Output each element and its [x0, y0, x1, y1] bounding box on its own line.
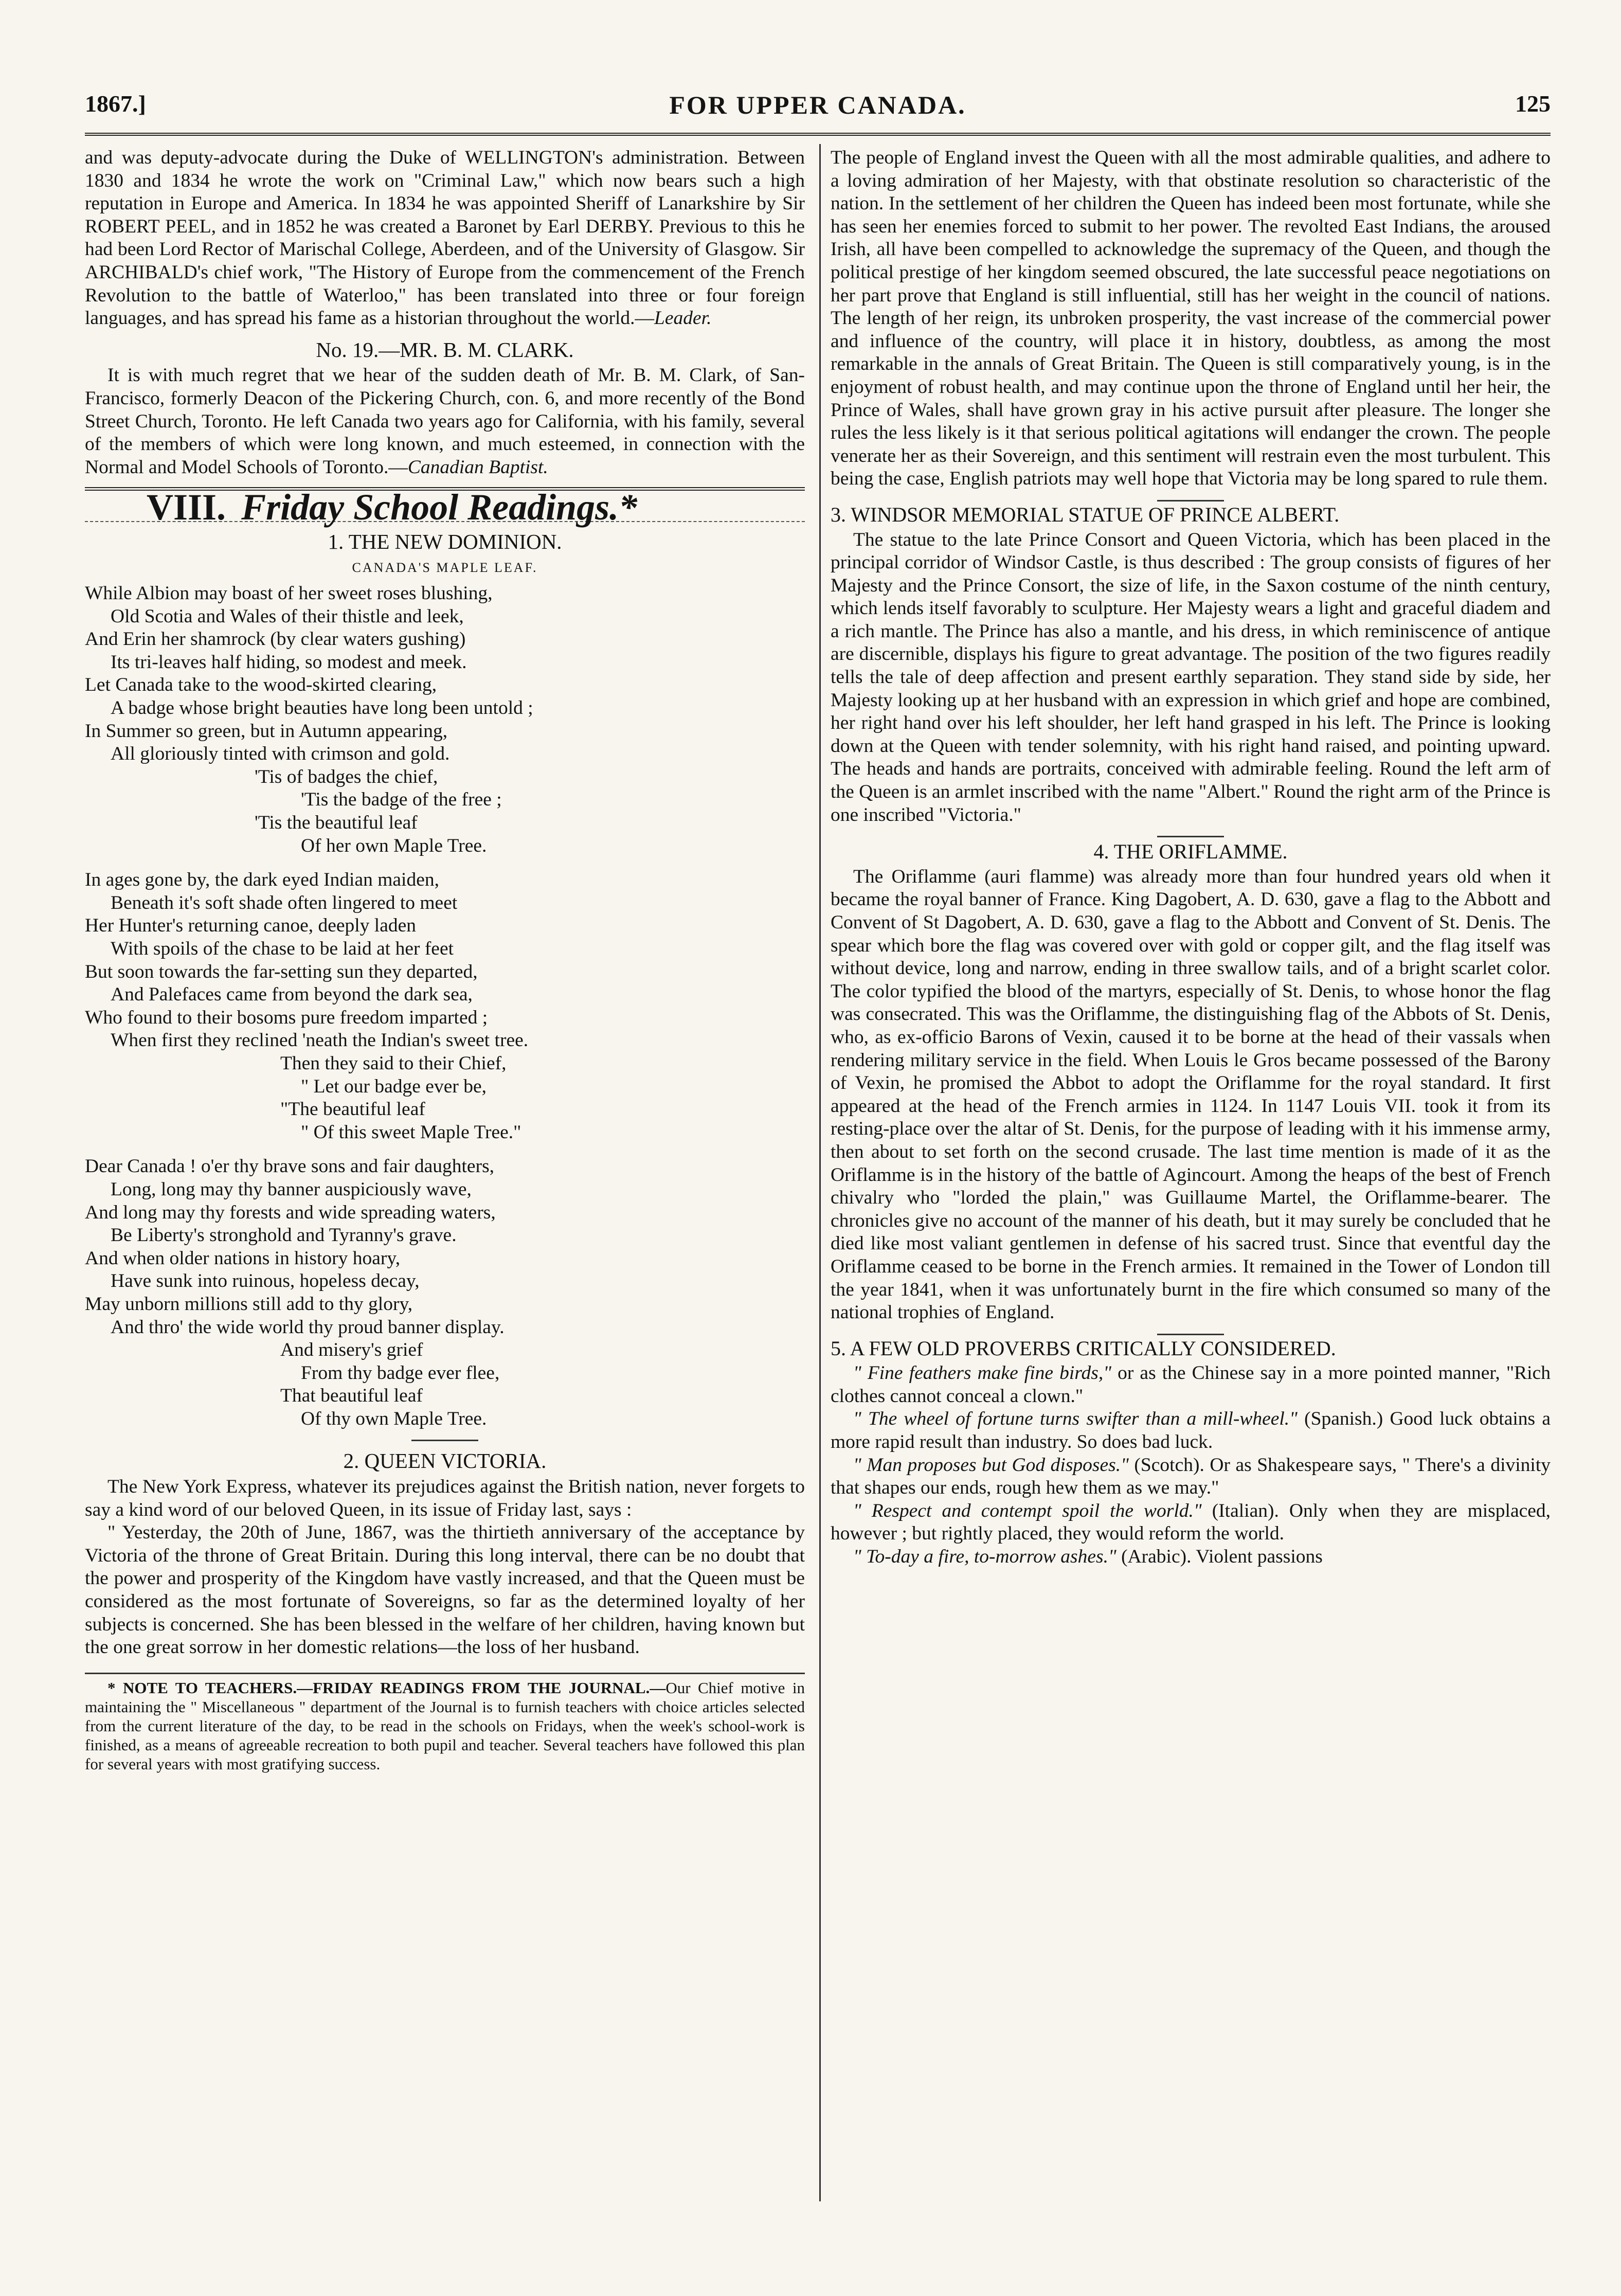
poem-line: Of thy own Maple Tree.	[301, 1408, 487, 1429]
windsor-paragraph: The statue to the late Prince Consort and Queen Victoria, which has been placed in the principal corridor of Windsor Castle, is thus described : The group consists of figures of her Majesty and the Prince Consort, the size of life, in the Saxon costume of the ninth century, which lends itself favorably to sculpture. Her Majesty wears a light and graceful diadem and a rich mantle. The Prince has also a mantle, and his dress, in which reminiscence of antique are discernible, displays his figure to great advantage. The position of the two figures readily tells the tale of deep affection and present earthly separation. They stand side by side, her Majesty looking up at her husband with an expression in which grief and hope are combined, her right hand over his left shoulder, her left hand grasped in his left. The Prince is looking down at the Queen with tender solemnity, with his right hand raised, and pointing upward. The heads and hands are portraits, conceived with admirable feeling. Round the left arm of the Queen is an armlet inscribed with the name "Albert." Round the right arm of the Prince is one inscribed "Victoria."	[831, 529, 1551, 826]
oriflamme-paragraph: The Oriflamme (auri flamme) was already more than four hundred years old when it became the royal banner of France. King Dagobert, A. D. 630, gave a flag to the Abbott and Convent of St Dagobert, A. D. 630, gave a flag to the Abbott and Convent of St. Denis. The spear which bore the flag was covered over with gold or copper gilt, and the flag itself was without device, long and narrow, ending in three swallow tails, and of a bright scarlet color. The color typified the blood of the martyrs, especially of St. Denis, to whose honor the flag was consecrated. This was the Oriflamme, the distinguishing flag of the Abbots of St. Denis, who, as ex-officio Barons of Vexin, caused it to be borne at the head of their vassals when rendering military service in the field. When Louis le Gros became possessed of the Barony of Vexin, he promised the Abbot to adopt the Oriflamme for the royal standard. It first appeared at the head of the French armies in 1124. In 1147 Louis VII. took it from its resting-place over the altar of St. Denis, for the purpose of leading with it his immense army, then about to set forth on the second crusade. The last time mention is made of it as the Oriflamme is in the history of the battle of Agincourt. Among the heaps of the best of French chivalry who "lorded the plain," was Guillaume Martel, the Oriflamme-bearer. The chronicles give no account of the manner of his death, but it may surely be concluded that he died like most valiant gentlemen in defense of his sacred trust. Since that eventful day the Oriflamme ceased to be borne in the French armies. It remained in the Tower of London till the year 1841, when it was unfortunately burnt in the fire which consumed so many of the national trophies of England.	[831, 866, 1551, 1323]
poem-line: 'Tis the badge of the free ;	[301, 789, 502, 811]
poem-line: Of her own Maple Tree.	[301, 835, 487, 856]
footnote-rule	[85, 1673, 805, 1674]
poem-line: And when older nations in history hoary,	[85, 1247, 401, 1269]
alison-paragraph: and was deputy-advocate during the Duke of WELLINGTON's administration. Between 1830 and 1834 he wrote the work on "Criminal Law," which now bears such a high reputation in Europe and America. In 1834 he was appointed Sheriff of Lanarkshire by Sir ROBERT PEEL, and in 1852 he was created a Baronet by Earl DERBY. Previous to this he had been Lord Rector of Marischal College, Aberdeen, and of the University of Glasgow. Sir ARCHIBALD's chief work, "The History of Europe from the commencement of the French Revolution to the battle of Waterloo," has been translated into three or four foreign languages, and has spread his fame as a historian throughout the world.—Leader.	[85, 147, 805, 329]
proverb-item	[831, 1546, 1551, 1569]
proverb-quote: " Respect and contempt spoil the world."	[853, 1500, 1202, 1521]
dominion-heading: 1. THE NEW DOMINION.	[328, 529, 562, 553]
poem-line: In Summer so green, but in Autumn appearing,	[85, 720, 448, 742]
poem-line: Let Canada take to the wood-skirted clearing,	[85, 674, 437, 696]
poem-gap	[85, 857, 805, 869]
oriflamme-heading: 4. THE ORIFLAMME.	[1093, 840, 1288, 864]
poem-line: 'Tis the beautiful leaf	[255, 812, 418, 834]
poem-line: Its tri-leaves half hiding, so modest and meek.	[111, 651, 467, 673]
column-divider	[819, 144, 821, 2201]
maple-leaf-poem	[85, 582, 805, 1430]
proverb-quote: " Fine feathers make fine birds,"	[853, 1362, 1111, 1384]
footnote-text: Our Chief motive in maintaining the " Miscellaneous " department of the Journal is to furnish teachers with choice articles selected from the current literature of the day, to be read in the schools on Fridays, when the week's school-work is finished, as a means of agreeable recreation to both pupil and teacher. Several teachers have followed this plan for several years with most gratifying success.	[85, 1678, 805, 1773]
short-rule	[1157, 500, 1224, 501]
footnote	[85, 1678, 805, 1773]
dominion-subheading: CANADA'S MAPLE LEAF.	[352, 560, 538, 575]
poem-line: In ages gone by, the dark eyed Indian maiden,	[85, 869, 439, 891]
page-header	[85, 85, 1551, 126]
proverb-quote: " The wheel of fortune turns swifter than a mill-wheel."	[853, 1408, 1298, 1430]
poem-line: A badge whose bright beauties have long been untold ;	[111, 697, 533, 719]
header-year: 1867.]	[85, 91, 146, 117]
proverb-comment: (Italian). Only when they are misplaced, however ; but rightly placed, they would reform the world.	[831, 1500, 1551, 1545]
header-title: FOR UPPER CANADA.	[669, 91, 966, 119]
poem-line: And Erin her shamrock (by clear waters gushing)	[85, 629, 466, 650]
poem-line: Then they said to their Chief,	[280, 1052, 507, 1074]
proverb-item	[831, 1362, 1551, 1408]
proverb-item	[831, 1454, 1551, 1500]
poem-line: From thy badge ever flee,	[301, 1362, 500, 1384]
poem-line: And misery's grief	[280, 1339, 423, 1361]
poem-line: May unborn millions still add to thy glory,	[85, 1293, 413, 1315]
windsor-heading: 3. WINDSOR MEMORIAL STATUE OF PRINCE ALBERT.	[831, 503, 1340, 526]
poem-line: That beautiful leaf	[280, 1385, 423, 1407]
victoria-paragraph-2: " Yesterday, the 20th of June, 1867, was the thirtieth anniversary of the acceptance by Victoria of the throne of Great Britain. During this long interval, there can be no doubt that the power and prosperity of the Kingdom have vastly increased, and that the Queen must be considered as the most fortunate of Sovereigns, so far as the determined loyalty of her subjects is concerned. She has been blessed in the welfare of her children, having known but the one great sorrow in her domestic relations—the loss of her husband.	[85, 1522, 805, 1658]
section-number: VIII.	[147, 487, 226, 528]
poem-line: And thro' the wide world thy proud banner display.	[111, 1316, 505, 1338]
poem-line: " Of this sweet Maple Tree."	[301, 1121, 521, 1143]
poem-line: And Palefaces came from beyond the dark sea,	[111, 984, 473, 1006]
poem-line: Who found to their bosoms pure freedom imparted ;	[85, 1007, 488, 1028]
poem-line: Beneath it's soft shade often lingered to meet	[111, 892, 458, 913]
proverb-item	[831, 1500, 1551, 1546]
short-rule	[411, 1440, 478, 1441]
poem-line: While Albion may boast of her sweet roses blushing,	[85, 583, 493, 604]
poem-line: Old Scotia and Wales of their thistle and leek,	[111, 605, 464, 627]
victoria-paragraph-1: The New York Express, whatever its prejudices against the British nation, never forgets to say a kind word of our beloved Queen, in its issue of Friday last, says :	[85, 1476, 805, 1520]
header-rule	[85, 133, 1551, 136]
poem-line: " Let our badge ever be,	[301, 1075, 487, 1097]
section-title	[85, 487, 805, 528]
clark-heading: No. 19.—MR. B. M. CLARK.	[316, 337, 574, 362]
poem-line: "The beautiful leaf	[280, 1099, 425, 1120]
clark-source: Canadian Baptist.	[407, 456, 548, 478]
proverb-comment: (Scotch). Or as Shakespeare says, " There's a divinity that shapes our ends, rough hew them as we may."	[831, 1454, 1551, 1499]
alison-text: and was deputy-advocate during the Duke of WELLINGTON's administration. Between 1830 and 1834 he wrote the work on "Criminal Law," which now bears such a high reputation in Europe and America. In 1834 he was appointed Sheriff of Lanarkshire by Sir ROBERT PEEL, and in 1852 he was created a Baronet by Earl DERBY. Previous to this he had been Lord Rector of Marischal College, Aberdeen, and of the University of Glasgow. Sir ARCHIBALD's chief work, "The History of Europe from the commencement of the French Revolution to the battle of Waterloo," has been translated into three or four foreign languages, and has spread his fame as a historian throughout the world.	[85, 147, 805, 329]
poem-line: Long, long may thy banner auspiciously wave,	[111, 1178, 472, 1200]
short-rule	[1157, 1334, 1224, 1335]
section-title-text: Friday School Readings.*	[241, 487, 638, 528]
victoria-heading: 2. QUEEN VICTORIA.	[343, 1449, 547, 1473]
poem-line: All gloriously tinted with crimson and gold.	[111, 743, 450, 765]
header-page-number: 125	[1515, 91, 1551, 117]
clark-text: It is with much regret that we hear of the sudden death of Mr. B. M. Clark, of San-Francisco, formerly Deacon of the Pickering Church, con. 6, and more recently of the Bond Street Church, Toronto. He left Canada two years ago for California, with his family, several of the members of which were long known, and much esteemed, in connection with the Normal and Model Schools of Toronto.	[85, 365, 805, 478]
proverb-comment: (Arabic). Violent passions	[1116, 1546, 1323, 1568]
poem-gap	[85, 1144, 805, 1155]
victoria-continued: The people of England invest the Queen with all the most admirable qualities, and adhere to a loving admiration of her Majesty, with that obstinate resolution so characteristic of the nation. In the settlement of her children the Queen has indeed been most fortunate, while she has seen her enemies forced to submit to her power. The revolted East Indians, the aroused Irish, all have been compelled to acknowledge the supremacy of the Queen, and though the political prestige of her kingdom seemed obscured, the late successful peace negotiations on her part prove that England is still influential, still has her weight in the council of nations. The length of her reign, its unbroken prosperity, the vast increase of the commercial power and influence of the country, will place it in history, doubtless, as among the most remarkable in the annals of Great Britain. The Queen is still comparatively young, is in the enjoyment of robust health, and may continue upon the throne of England until her heir, the Prince of Wales, shall have grown gray in his active pursuit after pleasure. The longer she rules the less likely is it that serious political agitations will endanger the crown. The people venerate her as their Sovereign, and this sentiment will restrain even the most turbulent. This being the case, English patriots may well hope that Victoria may be long spared to rule them.	[831, 147, 1551, 490]
poem-line: With spoils of the chase to be laid at her feet	[111, 938, 454, 959]
proverb-item	[831, 1408, 1551, 1454]
left-column	[85, 147, 805, 1773]
poem-line: Her Hunter's returning canoe, deeply laden	[85, 915, 417, 937]
poem-line: Be Liberty's stronghold and Tyranny's grave.	[111, 1225, 457, 1246]
poem-line: 'Tis of badges the chief,	[255, 766, 438, 787]
proverb-comment: or as the Chinese say in a more pointed manner, "Rich clothes cannot conceal a clown."	[831, 1362, 1551, 1407]
poem-line: But soon towards the far-setting sun they departed,	[85, 961, 478, 982]
proverb-comment: (Spanish.) Good luck obtains a more rapid result than industry. So does bad luck.	[831, 1408, 1551, 1453]
poem-line: And long may thy forests and wide spreading waters,	[85, 1201, 496, 1223]
proverb-quote: " Man proposes but God disposes."	[853, 1454, 1129, 1476]
right-column	[831, 147, 1551, 1569]
short-rule	[1157, 836, 1224, 837]
footnote-lead: * NOTE TO TEACHERS.—FRIDAY READINGS FROM THE JOURNAL.—	[107, 1678, 666, 1697]
poem-line: Have sunk into ruinous, hopeless decay,	[111, 1270, 420, 1292]
poem-line: When first they reclined 'neath the Indian's sweet tree.	[111, 1030, 529, 1051]
clark-paragraph: It is with much regret that we hear of the sudden death of Mr. B. M. Clark, of San-Francisco, formerly Deacon of the Pickering Church, con. 6, and more recently of the Bond Street Church, Toronto. He left Canada two years ago for California, with his family, several of the members of which were long known, and much esteemed, in connection with the Normal and Model Schools of Toronto.—Canadian Baptist.	[85, 365, 805, 478]
proverb-quote: " To-day a fire, to-morrow ashes."	[853, 1546, 1116, 1568]
alison-source: Leader.	[654, 308, 712, 329]
proverbs-heading: 5. A FEW OLD PROVERBS CRITICALLY CONSIDERED.	[831, 1336, 1336, 1360]
poem-line: Dear Canada ! o'er thy brave sons and fair daughters,	[85, 1156, 495, 1177]
